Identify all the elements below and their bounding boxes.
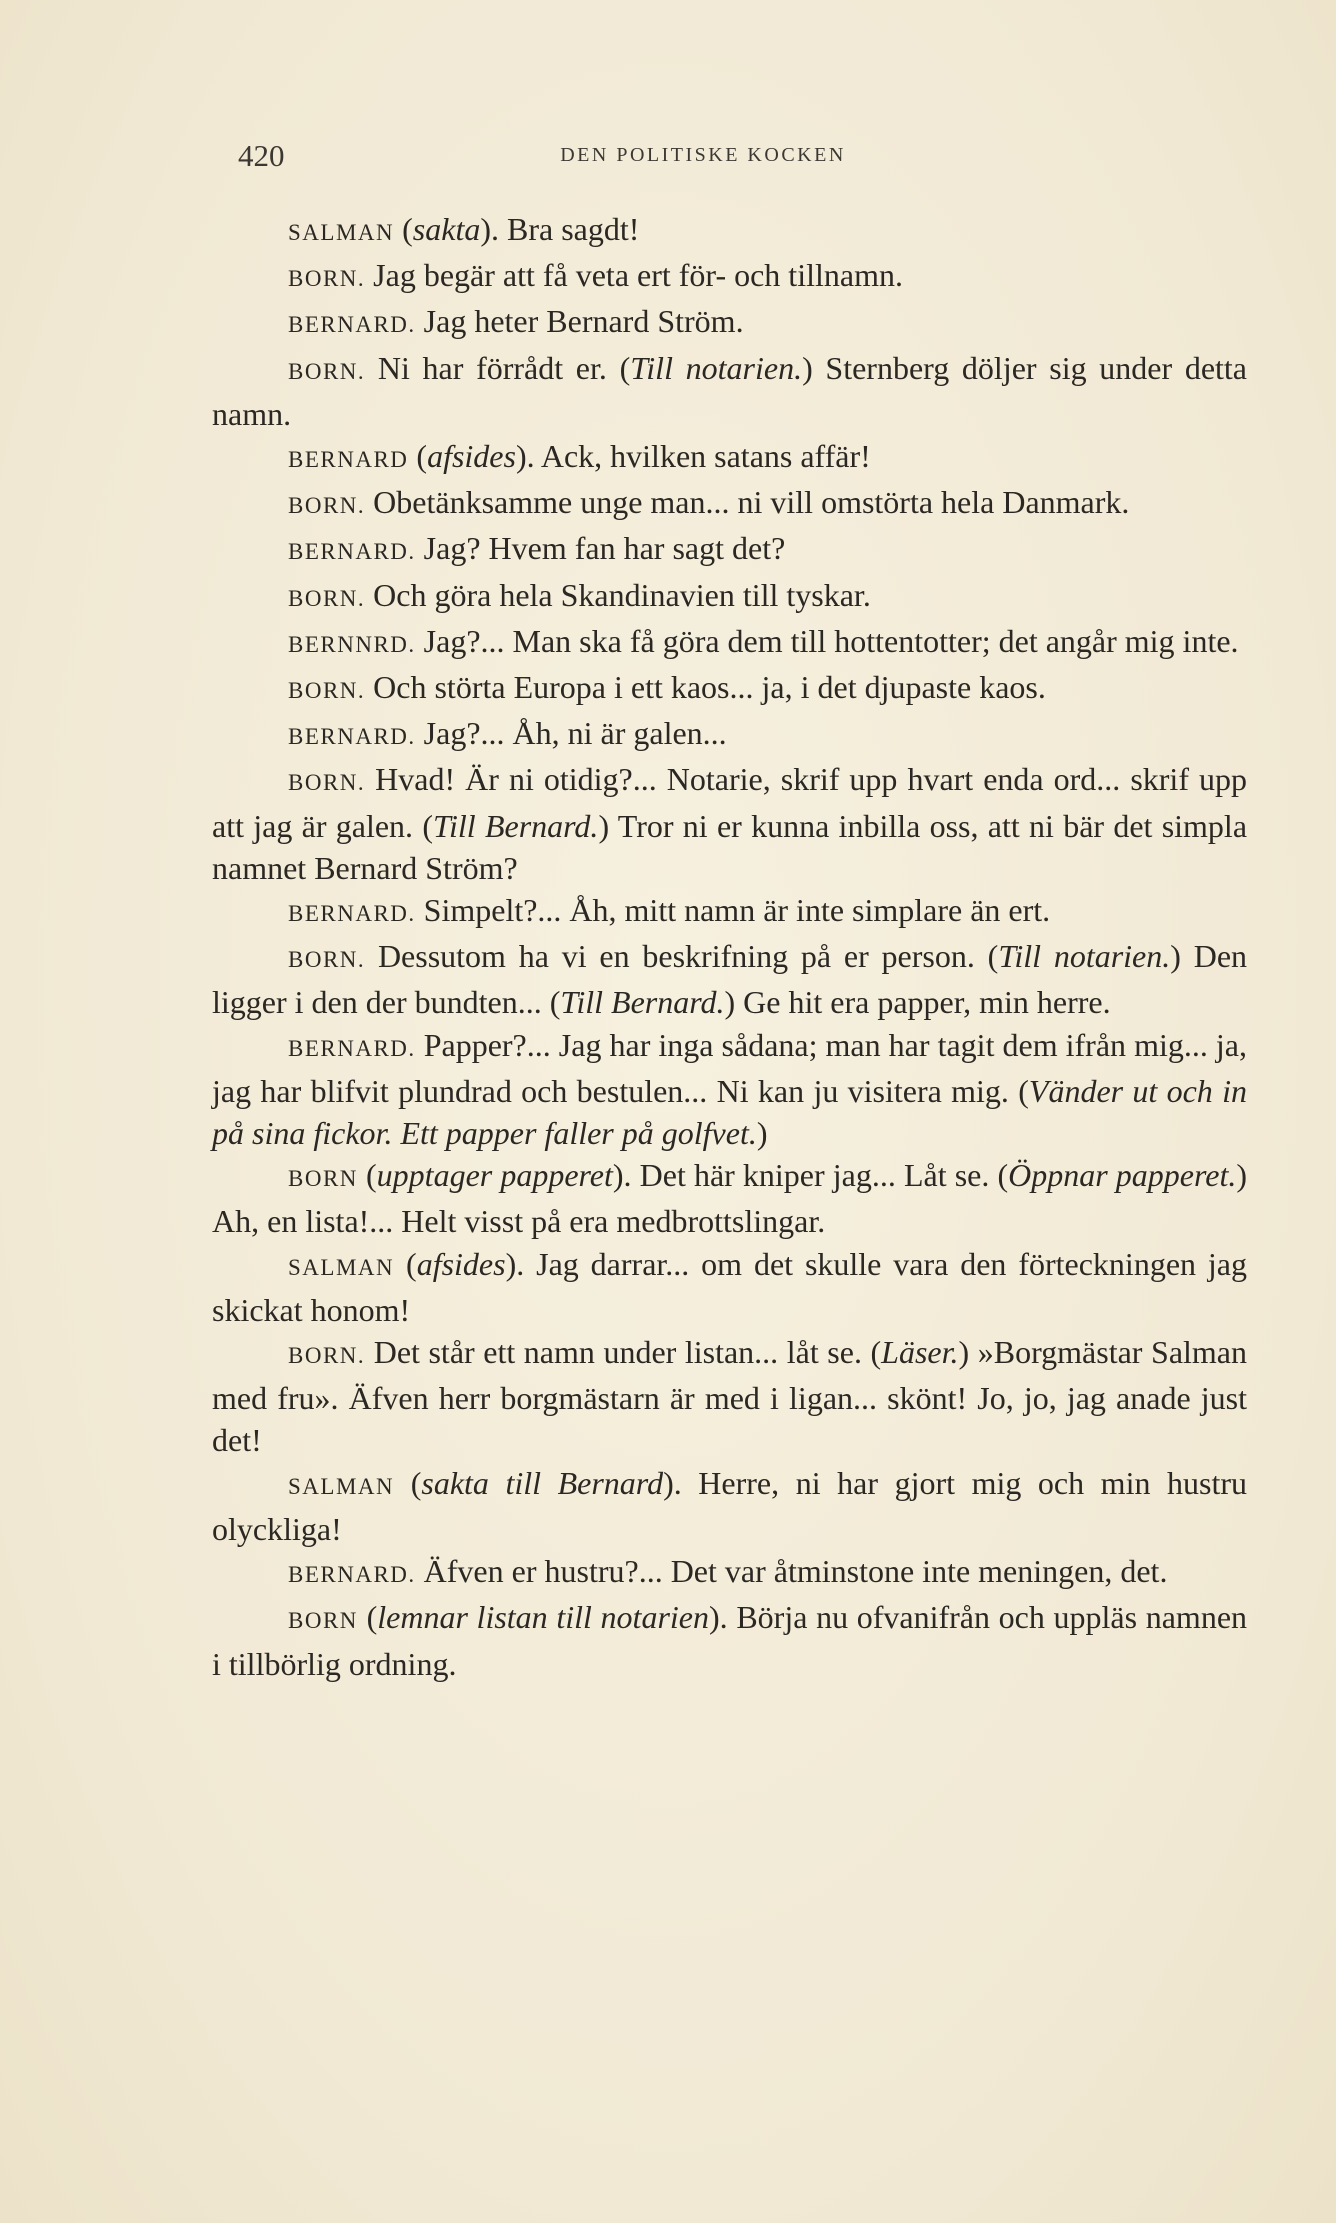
- speaker-name: BORN: [288, 1166, 358, 1192]
- speaker-name: BORN.: [288, 678, 366, 704]
- dialogue-paragraph: [212, 1154, 1247, 1242]
- dialogue-line: ). Det här kniper jag... Låt se. (: [612, 1157, 1009, 1194]
- speaker-name: SALMAN: [288, 1254, 395, 1280]
- dialogue-text: [212, 208, 1247, 1685]
- dialogue-paragraph: [212, 1596, 1247, 1684]
- dialogue-paragraph: [212, 1024, 1247, 1155]
- dialogue-line: (: [394, 1245, 417, 1282]
- dialogue-line: Hvad! Är ni otidig?... Notarie, skrif upp hvart enda ord... skrif upp att jag är galen. (: [212, 761, 1247, 844]
- speaker-name: BORN.: [288, 947, 366, 973]
- dialogue-line: (: [394, 211, 413, 247]
- dialogue-line: Ni har förrådt er. (: [365, 349, 631, 386]
- dialogue-line: ) Ah, en lista!... Helt visst på era medbrottslingar.: [212, 1157, 1248, 1240]
- stage-direction: sakta: [412, 211, 481, 247]
- stage-direction: Öppnar papperet.: [1008, 1157, 1237, 1194]
- dialogue-line: (: [408, 438, 428, 475]
- dialogue-paragraph: [212, 620, 1247, 666]
- dialogue-paragraph: [212, 208, 1247, 254]
- dialogue-line: Jag?... Åh, ni är galen...: [415, 715, 727, 752]
- dialogue-line: ). Jag darrar... om det skulle vara den förteckningen jag skickat honom!: [212, 1245, 1248, 1328]
- stage-direction: Vänder ut och in på sina fickor. Ett papper faller på golfvet.: [212, 1072, 1248, 1152]
- dialogue-paragraph: [212, 574, 1247, 620]
- dialogue-line: ) Den ligger i den der bundten... (: [212, 938, 1248, 1021]
- dialogue-line: ). Bra sagdt!: [480, 211, 640, 247]
- dialogue-line: ) »Borgmästar Salman med fru». Äfven herr borgmästarn är med i ligan... skönt! Jo, jo, jag anade just det!: [212, 1334, 1248, 1459]
- dialogue-line: Äfven er hustru?... Det var åtminstone inte meningen, det.: [415, 1553, 1168, 1590]
- speaker-name: BERNARD: [288, 447, 409, 473]
- dialogue-line: ) Tror ni er kunna inbilla oss, att ni bär det simpla namnet Bernard Ström?: [212, 807, 1248, 886]
- speaker-name: BORN.: [288, 1343, 366, 1369]
- dialogue-paragraph: [212, 435, 1247, 481]
- speaker-name: BORN.: [288, 585, 366, 611]
- page-number: 420: [238, 138, 285, 173]
- dialogue-paragraph: [212, 347, 1247, 435]
- dialogue-paragraph: [212, 758, 1247, 889]
- dialogue-line: Det står ett namn under listan... låt se. (: [365, 1334, 882, 1371]
- speaker-name: BERNARD.: [288, 901, 416, 927]
- dialogue-line: ). Börja nu ofvanifrån och uppläs namnen i tillbörlig ordning.: [212, 1599, 1248, 1682]
- speaker-name: BERNARD.: [288, 724, 416, 750]
- stage-direction: Läser.: [881, 1334, 959, 1371]
- speaker-name: SALMAN: [288, 1473, 395, 1499]
- speaker-name: BORN.: [288, 358, 366, 384]
- dialogue-line: Obetänksamme unge man... ni vill omstörta hela Danmark.: [365, 484, 1130, 521]
- dialogue-line: Jag begär att få veta ert för- och tillnamn.: [365, 257, 903, 294]
- speaker-name: BORN: [288, 1608, 358, 1634]
- dialogue-paragraph: [212, 1243, 1247, 1331]
- stage-direction: lemnar listan till notarien: [377, 1599, 709, 1636]
- dialogue-line: ). Ack, hvilken satans affär!: [515, 438, 871, 475]
- dialogue-paragraph: [212, 1462, 1247, 1550]
- speaker-name: BERNNRD.: [288, 631, 416, 657]
- speaker-name: BERNARD.: [288, 1035, 416, 1061]
- speaker-name: BERNARD.: [288, 312, 416, 338]
- dialogue-paragraph: [212, 935, 1247, 1023]
- dialogue-line: (: [357, 1157, 377, 1194]
- stage-direction: sakta till Bernard: [421, 1464, 664, 1501]
- stage-direction: upptager papperet: [376, 1157, 613, 1194]
- dialogue-paragraph: [212, 1550, 1247, 1596]
- speaker-name: BORN.: [288, 770, 366, 796]
- dialogue-line: Och störta Europa i ett kaos... ja, i det djupaste kaos.: [365, 669, 1046, 706]
- dialogue-paragraph: [212, 889, 1247, 935]
- stage-direction: Till notarien.: [630, 349, 803, 386]
- running-title: DEN POLITISKE KOCKEN: [560, 144, 846, 166]
- dialogue-paragraph: [212, 666, 1247, 712]
- stage-direction: afsides: [416, 1245, 506, 1282]
- stage-direction: Till Bernard.: [560, 984, 725, 1021]
- dialogue-line: (: [394, 1464, 422, 1501]
- dialogue-line: Jag?... Man ska få göra dem till hottentotter; det angår mig inte.: [415, 622, 1239, 659]
- dialogue-line: Och göra hela Skandinavien till tyskar.: [365, 576, 871, 613]
- page-header: [238, 138, 1168, 178]
- dialogue-line: ) Ge hit era papper, min herre.: [724, 984, 1111, 1021]
- dialogue-paragraph: [212, 1331, 1247, 1462]
- dialogue-line: Jag? Hvem fan har sagt det?: [415, 530, 786, 567]
- dialogue-line: Simpelt?... Åh, mitt namn är inte simplare än ert.: [415, 892, 1051, 929]
- speaker-name: BERNARD.: [288, 539, 416, 565]
- dialogue-paragraph: [212, 481, 1247, 527]
- speaker-name: BORN.: [288, 493, 366, 519]
- dialogue-paragraph: [212, 712, 1247, 758]
- dialogue-line: Papper?... Jag har inga sådana; man har tagit dem ifrån mig... ja, jag har blifvit plundrad och bestulen... Ni kan ju visitera mig. (: [212, 1026, 1247, 1109]
- dialogue-line: ) Sternberg döljer sig under detta namn.: [212, 349, 1248, 432]
- dialogue-line: ): [756, 1115, 768, 1152]
- stage-direction: Till notarien.: [998, 938, 1171, 975]
- stage-direction: Till Bernard.: [432, 807, 599, 844]
- dialogue-line: (: [357, 1599, 378, 1636]
- speaker-name: BERNARD.: [288, 1562, 416, 1588]
- dialogue-paragraph: [212, 527, 1247, 573]
- speaker-name: SALMAN: [288, 220, 395, 245]
- speaker-name: BORN.: [288, 266, 366, 292]
- dialogue-line: ). Herre, ni har gjort mig och min hustru olyckliga!: [212, 1464, 1248, 1547]
- dialogue-line: Dessutom ha vi en beskrifning på er person. (: [365, 938, 999, 975]
- stage-direction: afsides: [427, 438, 516, 475]
- dialogue-paragraph: [212, 254, 1247, 300]
- dialogue-line: Jag heter Bernard Ström.: [415, 303, 744, 340]
- dialogue-paragraph: [212, 300, 1247, 346]
